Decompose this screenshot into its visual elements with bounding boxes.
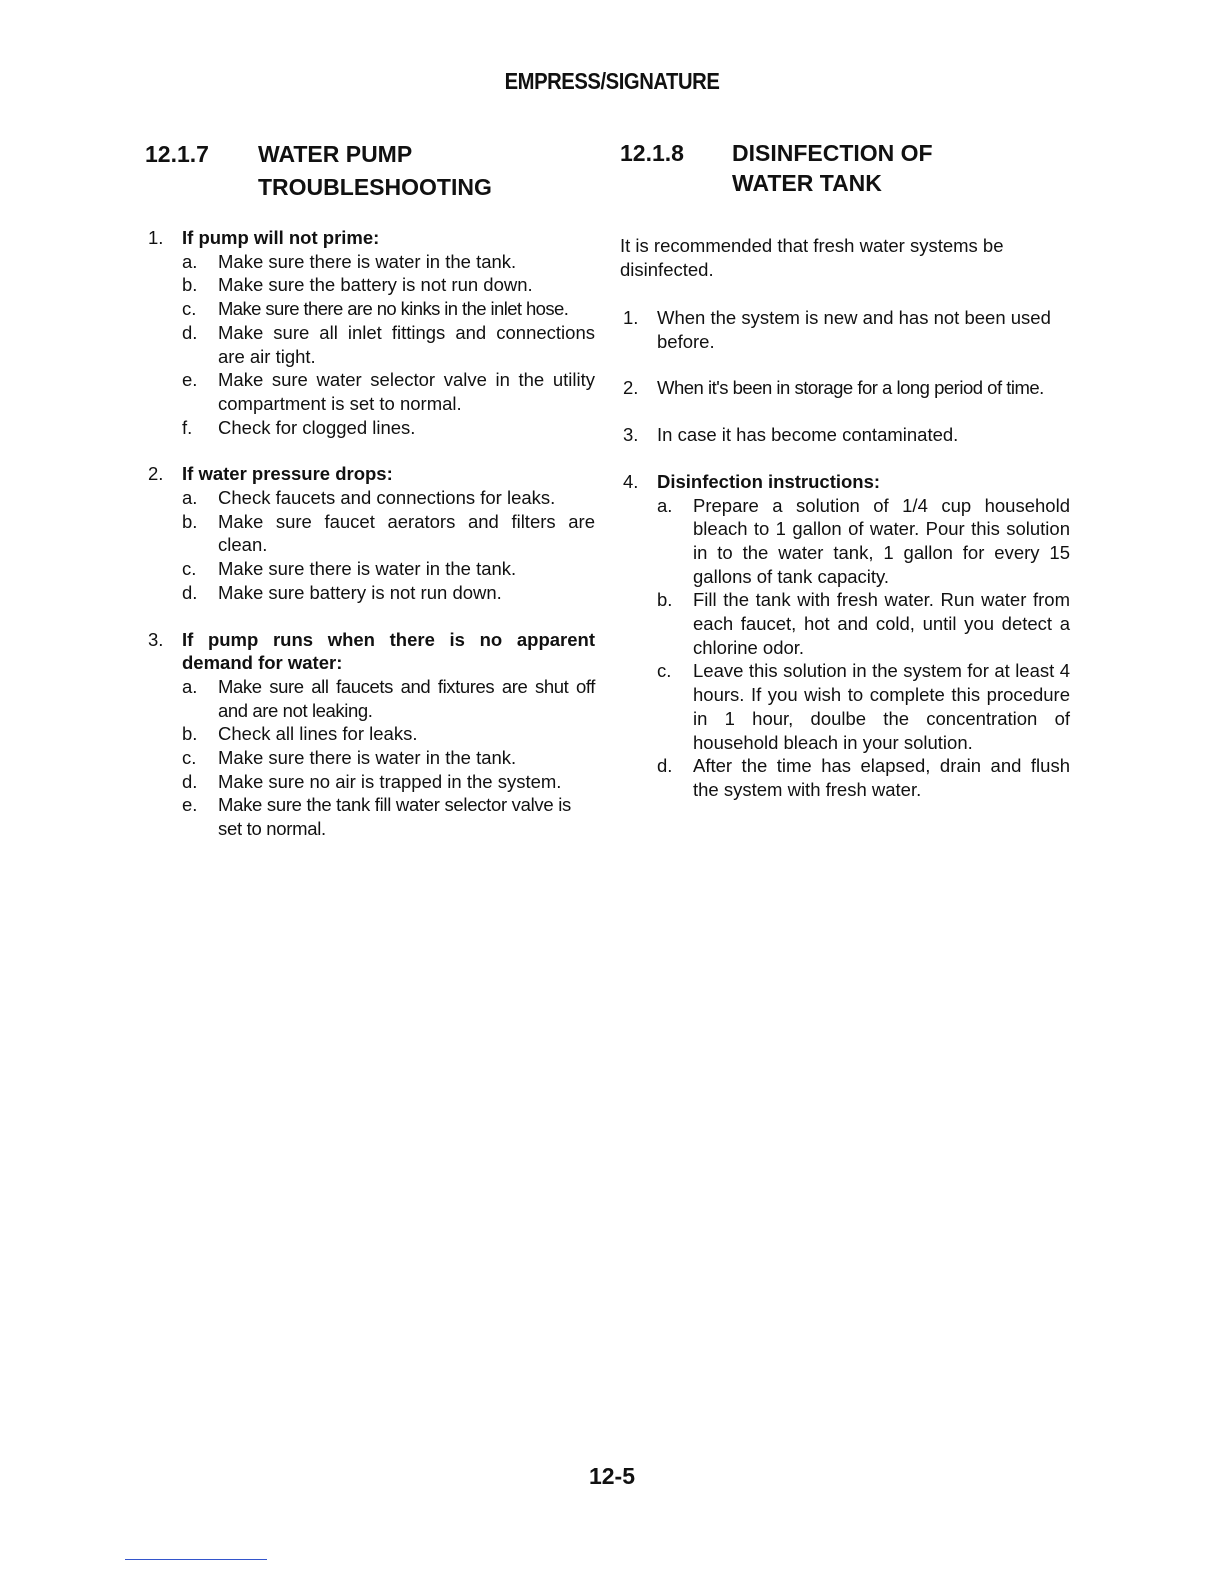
item-number: 1. [623, 307, 639, 328]
sub-text: Fill the tank with fresh water. Run water from each faucet, hot and cold, until you detect a chlorine odor. [693, 589, 1070, 658]
list-item [620, 306, 1070, 353]
sub-text: Make sure no air is trapped in the system. [218, 770, 562, 792]
sub-letter: a. [182, 250, 198, 272]
sub-letter: d. [657, 755, 673, 777]
footer-rule [125, 1559, 267, 1560]
sub-item [182, 273, 595, 297]
item-number: 2. [148, 463, 164, 485]
section-disinfection-of-water-tank [620, 138, 1070, 825]
sub-text: Make sure there is water in the tank. [218, 747, 517, 769]
sub-text: Make sure the tank fill water selector valve is set to normal. [218, 794, 571, 840]
item-number: 2. [623, 377, 639, 399]
intro-paragraph: It is recommended that fresh water systems be disinfected. [620, 235, 1004, 280]
sub-item [182, 486, 595, 510]
list-item [620, 470, 1070, 802]
sub-item [657, 494, 1070, 589]
sub-letter: e. [182, 794, 198, 816]
sub-item [182, 557, 595, 581]
item-text: When it's been in storage for a long period of time. [657, 377, 1044, 399]
sub-letter: c. [657, 660, 672, 682]
sub-text: Make sure there is water in the tank. [218, 250, 517, 272]
sub-text: Make sure there are no kinks in the inlet hose. [218, 298, 569, 320]
sub-item [182, 416, 595, 440]
list-item [145, 226, 595, 439]
sub-letter: f. [182, 416, 193, 438]
section-heading [620, 138, 1070, 198]
item-heading: Disinfection instructions: [657, 470, 881, 492]
sub-item [182, 321, 595, 368]
sub-letter: d. [182, 321, 198, 343]
section-number: 12.1.8 [620, 140, 684, 166]
sub-letter: b. [182, 274, 198, 296]
list-item [620, 423, 1070, 447]
sub-letter: c. [182, 298, 197, 320]
item-heading: If pump runs when there is no apparent demand for water: [182, 628, 595, 674]
sub-text: Make sure faucet aerators and filters are clean. [218, 510, 595, 556]
sub-letter: a. [657, 494, 673, 516]
sub-text: Leave this solution in the system for at least 4 hours. If you wish to complete this procedure in 1 hour, doulbe the concentration of household bleach in your solution. [693, 660, 1070, 753]
sub-text: Make sure battery is not run down. [218, 581, 502, 603]
section-heading [145, 138, 595, 204]
sub-letter: a. [182, 487, 198, 509]
sub-item [657, 588, 1070, 659]
sub-text: Prepare a solution of 1/4 cup household bleach to 1 gallon of water. Pour this solution in to the water tank, 1 gallon for every 15 gallons of tank capacity. [693, 494, 1070, 587]
list-item [145, 462, 595, 604]
sub-letter: c. [182, 747, 197, 769]
sub-item [182, 675, 595, 722]
sub-text: Make sure the battery is not run down. [218, 274, 533, 296]
item-number: 3. [623, 424, 639, 446]
sub-item [182, 581, 595, 605]
sub-text: Make sure there is water in the tank. [218, 558, 517, 580]
list-item [145, 628, 595, 841]
sub-letter: b. [657, 589, 673, 611]
sub-item [182, 250, 595, 274]
sub-text: Check for clogged lines. [218, 416, 416, 438]
item-heading: If pump will not prime: [182, 227, 380, 248]
section-title: DISINFECTION OF WATER TANK [732, 140, 933, 196]
section-water-pump-troubleshooting [145, 138, 595, 864]
sub-text: Check faucets and connections for leaks. [218, 487, 556, 509]
running-head: EMPRESS/SIGNATURE [504, 68, 720, 94]
sub-text: After the time has elapsed, drain and flush the system with fresh water. [693, 755, 1070, 800]
sub-item [657, 659, 1070, 754]
sub-item [182, 793, 595, 840]
sub-item [182, 746, 595, 770]
sub-letter: b. [182, 723, 198, 745]
sub-letter: d. [182, 770, 198, 792]
section-title: WATER PUMP TROUBLESHOOTING [258, 141, 492, 200]
item-number: 1. [148, 227, 164, 248]
sub-letter: c. [182, 558, 197, 580]
sub-text: Make sure all faucets and fixtures are shut off and are not leaking. [218, 675, 595, 721]
sub-item [182, 297, 595, 321]
sub-item [182, 770, 595, 794]
sub-item [657, 754, 1070, 801]
list-item [620, 376, 1070, 400]
sub-text: Make sure water selector valve in the utility compartment is set to normal. [218, 369, 595, 414]
sub-item [182, 510, 595, 557]
page-number: 12-5 [588, 1463, 636, 1489]
sub-text: Check all lines for leaks. [218, 723, 418, 745]
item-heading: If water pressure drops: [182, 463, 393, 485]
sub-item [182, 722, 595, 746]
item-number: 3. [148, 628, 164, 650]
item-text: In case it has become contaminated. [657, 424, 959, 446]
sub-letter: b. [182, 510, 198, 532]
sub-letter: d. [182, 581, 198, 603]
item-number: 4. [623, 470, 639, 492]
section-number: 12.1.7 [145, 141, 209, 167]
item-text: When the system is new and has not been used before. [657, 307, 1051, 352]
sub-letter: a. [182, 675, 198, 697]
sub-item [182, 368, 595, 415]
sub-letter: e. [182, 369, 198, 391]
sub-text: Make sure all inlet fittings and connections are air tight. [218, 321, 595, 367]
